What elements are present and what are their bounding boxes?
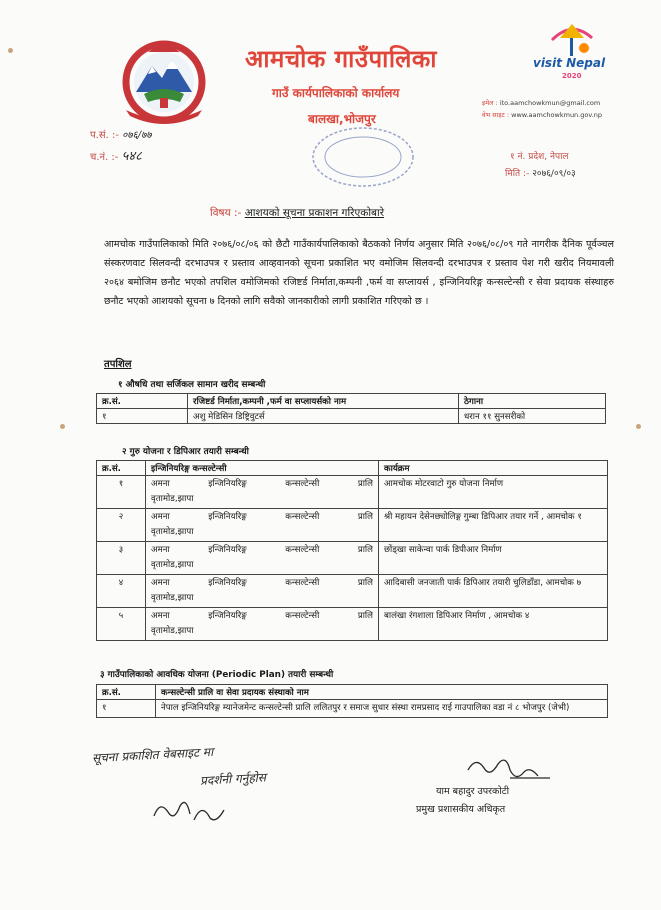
date-line: मिति :- २०७६/०९/०३ (505, 169, 576, 179)
notice-paragraph: आमचोक गाउँपालिकाको मिति २०७६/०८/०६ को छैटौ गाउँकार्यपालिकाको बैठकको निर्णय अनुसार मिति २०७६/०८/०९ गते नागरीक दैनिक पूर्वञ्चल संस्करणवाट सिलवन्दी दरभाउपत्र र प्रस्ताव आव्हवानको सूचना प्रकाशित भए वमोजिम सिलवन्दी दरभाउपत्र र प्रस्ताव पेश गरी खरीद नियमावली २०६४ बमोजिम छनौट भएको तपशिल वमोजिमको रजिष्टर्ड निर्माता,कम्पनी ,फर्म वा सप्लायर्स , इन्जिनियरिङ्ग कन्सल्टेन्सी र सेवा प्रदायक संस्थाहरु छनौट भएको आशयको सूचना ७ दिनको लागि सवैको जानकारीको लागी प्रकाशित गरिएको छ । (104, 239, 614, 307)
section2-table: क्र.सं. इन्जिनियरिङ्ग कन्सल्टेन्सी कार्यक्रम १ अमना इन्जिनियरिङ्ग कन्सल्टेन्सी प्रालि वृतामोड,झापा आमचोक मोटरवाटो गुरु योजना निर्माण २ अमना इन्जिनियरिङ्ग कन्सल्टेन्सी प्रालि वृतामोड,झापा श्री महायन देसेनछ्योलिङ्ग गुम्बा डिपिआर तयार गर्ने , आमचोक १ ३ अमना इन्जिनियरिङ्ग कन्सल्टेन्सी प्रालि वृतामोड,झापा छोंड्खा साकेन्वा पार्क डिपीआर निर्माण ४ अमना इन्जिनियरिङ्ग कन्सल्टेन्सी प्रालि वृतामोड,झापा आदिबासी जनजाती पार्क डिपिआर तयारी चुलिडाँडा, आमचोक ७ ५ अमना इन्जिनियरिङ्ग कन्सल्टेन्सी प्रालि वृतामोड,झापा बालंखा रंगशाला डिपिआर निर्माण , आमचोक ४ (96, 460, 608, 641)
section1-title: १ औषधि तथा सर्जिकल सामान खरीद सम्बन्धी (118, 380, 266, 390)
signatory-title: प्रमुख प्रशासकीय अधिकृत (416, 804, 506, 815)
subject-line: विषय :- आशयको सूचना प्रकाशन गरिएकोबारे (210, 207, 385, 219)
email-line: इमेल : ito.aamchowkmun@gmail.com (482, 99, 601, 107)
website-link[interactable]: www.aamchowkmun.gov.np (511, 111, 603, 119)
subject-text: आशयको सूचना प्रकाशन गरिएकोबारे (244, 207, 385, 219)
visit-nepal-year: 2020 (562, 72, 582, 80)
table-row: १ अशु मेडिसिन डिष्ट्रिवुटर्स धरान ११ सुनसरीको (97, 409, 606, 424)
punch-hole-icon (636, 424, 641, 429)
chalani-number: च.नं. :- ५४८ (90, 149, 142, 164)
office-place: बालखा,भोजपुर (308, 112, 376, 126)
signatory-name: याम बहादुर उपरकोटी (436, 786, 510, 797)
patra-sankhya: प.सं. :- ०७६/७७ (90, 130, 152, 141)
email-link[interactable]: ito.aamchowkmun@gmail.com (499, 99, 601, 107)
office-stamp-icon (308, 124, 418, 190)
office-name: गाउँ कार्यपालिकाको कार्यालय (272, 86, 400, 100)
table-row: ५ अमना इन्जिनियरिङ्ग कन्सल्टेन्सी प्रालि वृतामोड,झापा बालंखा रंगशाला डिपिआर निर्माण , आमचोक ४ (97, 608, 608, 641)
nepal-emblem-icon (118, 36, 210, 124)
section1-table: क्र.सं. रजिष्टर्ड निर्माता,कम्पनी ,फर्म वा सप्लायर्सको नाम ठेगाना १ अशु मेडिसिन डिष्ट्रिवुटर्स धरान ११ सुनसरीको (96, 393, 606, 424)
section3-title: ३ गाउँपालिकाको आवधिक योजना (Periodic Plan) तयारी सम्बन्धी (100, 670, 334, 680)
table-row: ४ अमना इन्जिनियरिङ्ग कन्सल्टेन्सी प्रालि वृतामोड,झापा आदिबासी जनजाती पार्क डिपिआर तयारी चुलिडाँडा, आमचोक ७ (97, 575, 608, 608)
punch-hole-icon (60, 424, 65, 429)
handwritten-initials-icon (150, 792, 230, 828)
table-row: १ अमना इन्जिनियरिङ्ग कन्सल्टेन्सी प्रालि वृतामोड,झापा आमचोक मोटरवाटो गुरु योजना निर्माण (97, 476, 608, 509)
visit-nepal-text: visit Nepal (533, 56, 606, 70)
province-text: १ नं. प्रदेश, नेपाल (510, 152, 569, 162)
punch-hole-icon (8, 48, 13, 53)
tapsil-heading: तपशिल (104, 359, 132, 370)
section2-title: २ गुरु योजना र डिपिआर तयारी सम्बन्धी (122, 447, 249, 457)
municipality-title: आमचोक गाउँपालिका (245, 45, 437, 73)
section3-table: क्र.सं. कन्सल्टेन्सी प्रालि वा सेवा प्रदायक संस्थाको नाम १ नेपाल इन्जिनियरिङ्ग म्यानेजमेन्ट कन्सल्टेन्सी प्रालि ललितपुर र समाज सुधार संस्था रामप्रसाद राई गाउपालिका वडा नं ८ भोजपुर (जेभी) (96, 684, 608, 718)
table-row: १ नेपाल इन्जिनियरिङ्ग म्यानेजमेन्ट कन्सल्टेन्सी प्रालि ललितपुर र समाज सुधार संस्था रामप्रसाद राई गाउपालिका वडा नं ८ भोजपुर (जेभी) (97, 700, 608, 718)
handwritten-note-line2: प्रदर्शनी गर्नुहोस (199, 770, 267, 788)
table-row: २ अमना इन्जिनियरिङ्ग कन्सल्टेन्सी प्रालि वृतामोड,झापा श्री महायन देसेनछ्योलिङ्ग गुम्बा डिपिआर तयार गर्ने , आमचोक १ (97, 509, 608, 542)
handwritten-note-line1: सूचना प्रकाशित वेबसाइट मा (91, 744, 214, 766)
website-line: वेभ साइट : www.aamchowkmun.gov.np (482, 111, 603, 119)
table-row: ३ अमना इन्जिनियरिङ्ग कन्सल्टेन्सी प्रालि वृतामोड,झापा छोंड्खा साकेन्वा पार्क डिपीआर निर्माण (97, 542, 608, 575)
